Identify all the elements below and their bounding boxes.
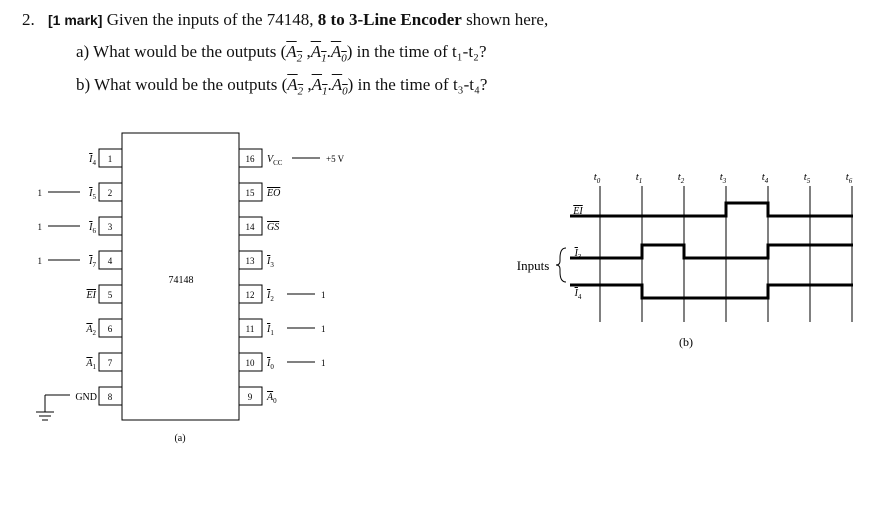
pin-label-right: $I_3$ <box>267 256 274 269</box>
question-pre: Given the inputs of the 74148, <box>106 10 314 29</box>
out-a1: $A_1$ <box>310 42 327 65</box>
signal-label: EI <box>573 206 583 217</box>
part-b-text: What would be the outputs <box>94 75 278 94</box>
pin-number: 2 <box>107 188 113 198</box>
pin-number: 8 <box>107 392 113 402</box>
tie-value: +5 V <box>326 154 345 164</box>
pin-number: 14 <box>245 222 255 232</box>
pin-number: 16 <box>245 154 255 164</box>
pin-number: 7 <box>107 358 113 368</box>
time-label: $t_1$ <box>635 171 643 185</box>
pin-label-left: EI <box>86 290 96 301</box>
tie-value: 1 <box>321 324 326 334</box>
time-label: $t_0$ <box>593 171 601 185</box>
tie-value: 1 <box>321 290 326 300</box>
question-bold: 8 to 3-Line Encoder <box>317 10 462 29</box>
pin-number: 1 <box>107 154 113 164</box>
pin-number: 5 <box>107 290 113 300</box>
time-label: $t_3$ <box>719 171 727 185</box>
time-label: $t_4$ <box>761 171 769 185</box>
pin-number: 6 <box>107 324 113 334</box>
pin-number: 12 <box>245 290 255 300</box>
pin-label-left: $I_7$ <box>89 256 96 269</box>
chip-caption: (a) <box>174 433 186 444</box>
inputs-brace <box>556 248 566 282</box>
part-b-time: in the time of t₃-t₄? <box>357 75 488 94</box>
pin-label-left: $A_1$ <box>86 358 96 371</box>
pin-label-right: $I_1$ <box>267 324 274 337</box>
out-a1: $A_1$ <box>311 75 328 98</box>
signal-label: $I_4$ <box>574 288 582 301</box>
pin-number: 11 <box>245 324 255 334</box>
pin-label-left: $I_5$ <box>89 188 96 201</box>
tie-value: 1 <box>37 256 42 266</box>
pin-label-right: $I_0$ <box>267 358 274 371</box>
pin-label-left: $A_2$ <box>86 324 96 337</box>
signal-waveform <box>570 245 853 258</box>
pin-number: 10 <box>245 358 255 368</box>
out-a2: $A_2$ <box>286 42 303 65</box>
pin-label-right: $V_{CC}$ <box>267 154 283 167</box>
out-a2: $A_2$ <box>287 75 304 98</box>
pin-label-gnd: GND <box>75 392 97 403</box>
pin-number: 3 <box>107 222 113 232</box>
pin-number: 15 <box>245 188 255 198</box>
pin-label-left: $I_4$ <box>89 154 96 167</box>
inputs-label: Inputs <box>516 258 550 273</box>
part-b: b) What would be the outputs ($A_2$ $,A_1.A_0$) in the time of t₃-t₄? <box>76 75 488 98</box>
question-number: 2. <box>22 10 35 29</box>
pin-label-right: $I_2$ <box>267 290 274 303</box>
part-a-time: in the time of t₁-t₂? <box>356 42 487 61</box>
pin-label-right: $A_0$ <box>267 392 277 405</box>
signal-label: $I_3$ <box>574 248 582 261</box>
part-a: a) What would be the outputs ($A_2$ $,A_1.A_0$) in the time of t₁-t₂? <box>76 42 487 65</box>
out-a0: $A_0$ <box>331 75 348 98</box>
tie-value: 1 <box>37 222 42 232</box>
pin-label-right: EO <box>267 188 281 199</box>
question-post: shown here, <box>466 10 549 29</box>
time-label: $t_6$ <box>845 171 853 185</box>
pin-label-right: GS <box>267 222 280 233</box>
pin-number: 4 <box>107 256 113 266</box>
part-a-label: a) <box>76 42 90 61</box>
timing-caption: (b) <box>679 335 693 349</box>
out-a0: $A_0$ <box>330 42 347 65</box>
time-label: $t_2$ <box>677 171 685 185</box>
pin-label-left: $I_6$ <box>89 222 96 235</box>
tie-value: 1 <box>321 358 326 368</box>
signal-waveform <box>570 203 853 216</box>
signal-waveform <box>570 285 853 298</box>
chip-name: 74148 <box>168 275 194 286</box>
part-a-text: What would be the outputs <box>93 42 277 61</box>
time-label: $t_5$ <box>803 171 811 185</box>
pin-number: 13 <box>245 256 255 266</box>
pin-number: 9 <box>247 392 253 402</box>
mark-badge: [1 mark] <box>48 12 103 28</box>
part-b-label: b) <box>76 75 91 94</box>
tie-value: 1 <box>37 188 42 198</box>
